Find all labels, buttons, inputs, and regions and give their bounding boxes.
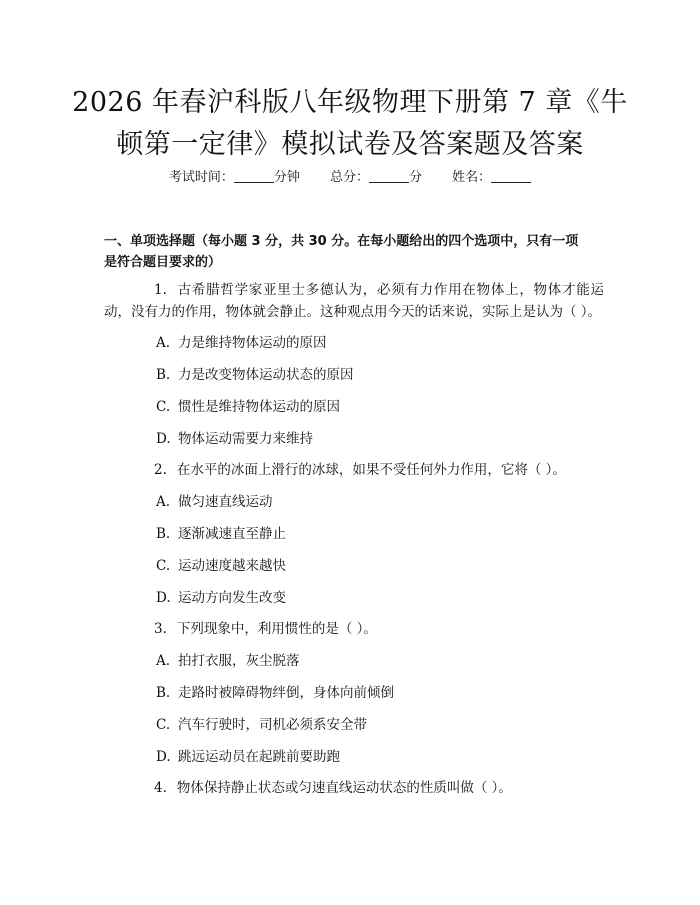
option-letter: C. bbox=[156, 399, 171, 415]
time-label: 考试时间： bbox=[168, 170, 234, 185]
question-1-option-a bbox=[156, 333, 596, 353]
question-1-option-b bbox=[156, 365, 596, 385]
exam-time bbox=[169, 168, 300, 188]
student-name bbox=[452, 168, 531, 188]
option-text: 惯性是维持物体运动的原因 bbox=[178, 399, 340, 415]
option-text: 汽车行驶时，司机必须系安全带 bbox=[178, 717, 367, 733]
question-text: 古希腊哲学家亚里士多德认为，必须有力作用在物体上，物体才能运动，没有力的作用，物体就会静止。这种观点用今天的话来说，实际上是认为（ ）。 bbox=[104, 282, 604, 320]
question-number: 3. bbox=[154, 621, 167, 637]
option-text: 跳远运动员在起跳前要助跑 bbox=[178, 749, 340, 765]
option-letter: A. bbox=[156, 653, 171, 669]
option-letter: D. bbox=[156, 590, 171, 606]
exam-info bbox=[0, 168, 700, 188]
question-2-option-c bbox=[156, 556, 596, 576]
question-2 bbox=[104, 459, 604, 481]
option-letter: D. bbox=[156, 749, 171, 765]
score-unit: 分 bbox=[409, 170, 423, 185]
option-text: 力是改变物体运动状态的原因 bbox=[178, 367, 354, 383]
option-text: 逐渐减速直至静止 bbox=[178, 526, 286, 542]
question-1-option-d bbox=[156, 429, 596, 449]
time-blank bbox=[234, 169, 274, 183]
option-letter: A. bbox=[156, 494, 171, 510]
option-text: 做匀速直线运动 bbox=[178, 494, 273, 510]
option-letter: B. bbox=[156, 526, 171, 542]
name-blank bbox=[491, 169, 531, 183]
option-text: 物体运动需要力来维持 bbox=[178, 431, 313, 447]
question-3-option-c bbox=[156, 715, 596, 735]
option-text: 力是维持物体运动的原因 bbox=[178, 335, 327, 351]
time-unit: 分钟 bbox=[273, 170, 300, 185]
question-3 bbox=[104, 618, 604, 640]
option-letter: C. bbox=[156, 558, 171, 574]
option-text: 运动速度越来越快 bbox=[178, 558, 286, 574]
question-2-option-a bbox=[156, 492, 596, 512]
question-4 bbox=[104, 777, 604, 799]
title-line-2: 顿第一定律》模拟试卷及答案题及答案 bbox=[116, 129, 584, 160]
question-text: 物体保持静止状态或匀速直线运动状态的性质叫做（ ）。 bbox=[176, 780, 512, 796]
question-3-option-b bbox=[156, 683, 596, 703]
option-text: 走路时被障碍物绊倒，身体向前倾倒 bbox=[178, 685, 394, 701]
score-label: 总分： bbox=[329, 170, 369, 185]
option-letter: C. bbox=[156, 717, 171, 733]
section-heading bbox=[104, 231, 604, 273]
exam-score bbox=[330, 168, 422, 188]
question-2-option-d bbox=[156, 588, 596, 608]
question-text: 下列现象中，利用惯性的是（ ）。 bbox=[176, 621, 377, 637]
question-number: 4. bbox=[154, 780, 167, 796]
name-label: 姓名： bbox=[452, 170, 492, 185]
option-letter: B. bbox=[156, 685, 171, 701]
question-3-option-a bbox=[156, 651, 596, 671]
question-1-option-c bbox=[156, 397, 596, 417]
option-letter: D. bbox=[156, 431, 171, 447]
title-line-1: 2026 年春沪科版八年级物理下册第 7 章《牛 bbox=[72, 87, 628, 118]
question-number: 1. bbox=[154, 282, 167, 298]
option-letter: B. bbox=[156, 367, 171, 383]
question-number: 2. bbox=[154, 462, 167, 478]
question-text: 在水平的冰面上滑行的冰球，如果不受任何外力作用，它将（ ）。 bbox=[176, 462, 566, 478]
page-title bbox=[60, 82, 640, 166]
section-heading-line-2: 是符合题目要求的） bbox=[104, 255, 222, 270]
option-text: 运动方向发生改变 bbox=[178, 590, 286, 606]
score-blank bbox=[369, 169, 409, 183]
option-letter: A. bbox=[156, 335, 171, 351]
section-heading-line-1: 一、单项选择题（每小题 3 分，共 30 分。在每小题给出的四个选项中，只有一项 bbox=[104, 234, 579, 249]
option-text: 拍打衣服，灰尘脱落 bbox=[178, 653, 300, 669]
question-1 bbox=[104, 279, 604, 323]
question-2-option-b bbox=[156, 524, 596, 544]
question-3-option-d bbox=[156, 747, 596, 767]
